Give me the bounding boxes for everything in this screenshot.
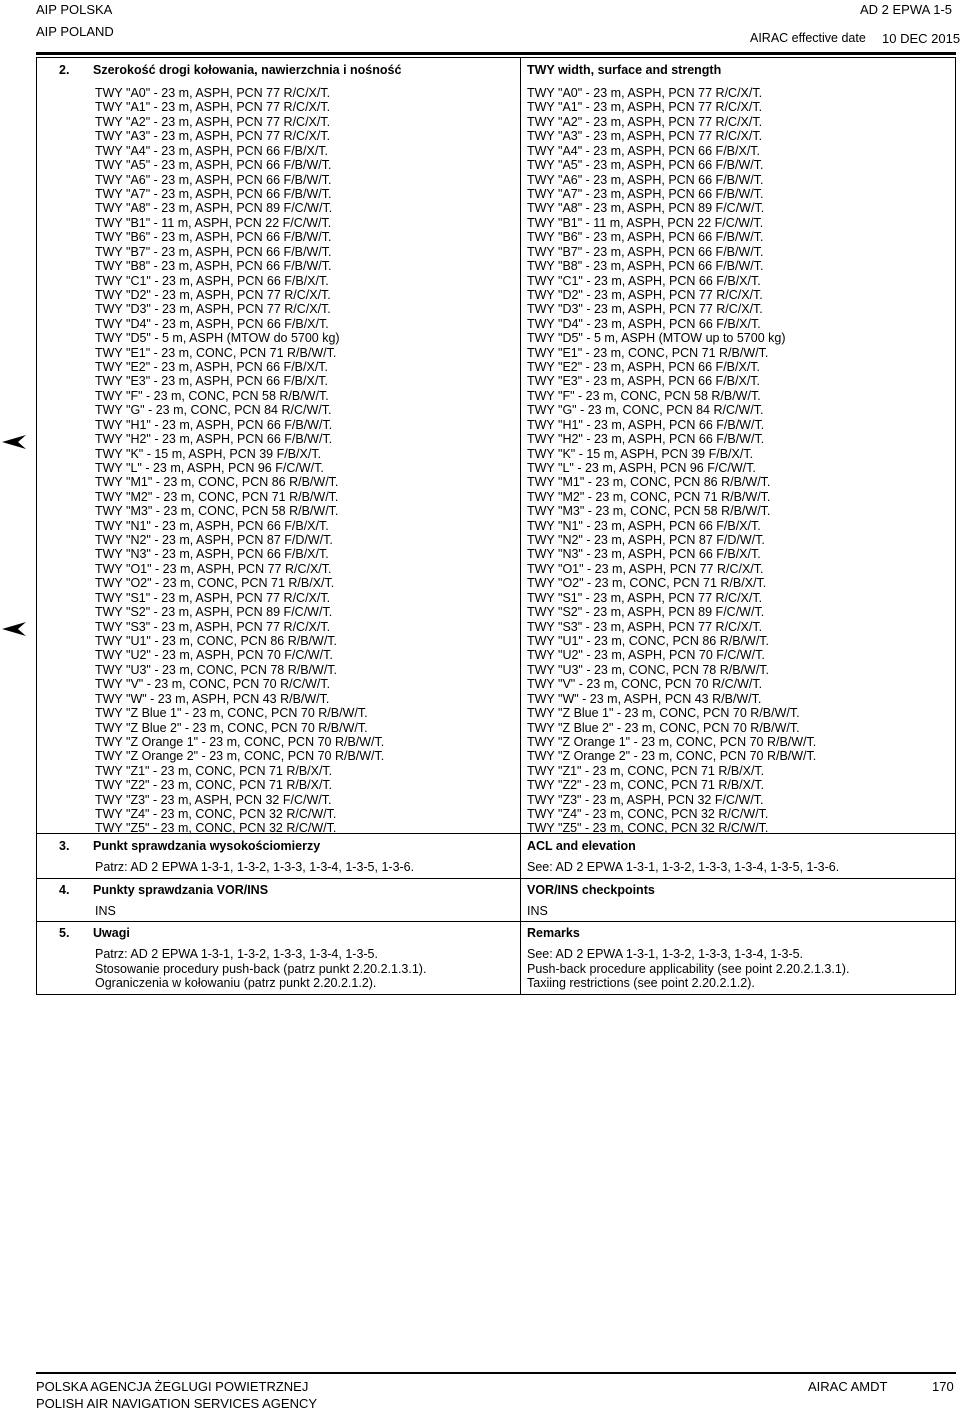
twy-entry: TWY "L" - 23 m, ASPH, PCN 96 F/C/W/T. [527, 460, 756, 475]
twy-entry: TWY "S3" - 23 m, ASPH, PCN 77 R/C/X/T. [527, 619, 763, 634]
twy-entry: TWY "S3" - 23 m, ASPH, PCN 77 R/C/X/T. [95, 619, 331, 634]
twy-entry: TWY "A1" - 23 m, ASPH, PCN 77 R/C/X/T. [527, 100, 763, 115]
twy-entry: TWY "H2" - 23 m, ASPH, PCN 66 F/B/W/T. [95, 432, 333, 447]
twy-entry: TWY "A7" - 23 m, ASPH, PCN 66 F/B/W/T. [527, 186, 764, 201]
change-arrow-icon [2, 622, 26, 636]
agency-name-pl: POLSKA AGENCJA ŻEGLUGI POWIETRZNEJ [36, 1379, 309, 1394]
twy-entry: TWY "B8" - 23 m, ASPH, PCN 66 F/B/W/T. [527, 259, 764, 273]
twy-entry: TWY "B8" - 23 m, ASPH, PCN 66 F/B/W/T. [95, 259, 332, 273]
twy-entry: TWY "A5" - 23 m, ASPH, PCN 66 F/B/W/T. [95, 158, 332, 173]
amdt-number: 170 [932, 1379, 954, 1394]
header-rule [36, 52, 956, 55]
twy-entry: TWY "A4" - 23 m, ASPH, PCN 66 F/B/X/T. [95, 143, 329, 158]
twy-entry: TWY "A2" - 23 m, ASPH, PCN 77 R/C/X/T. [527, 114, 763, 129]
twy-entry: TWY "A7" - 23 m, ASPH, PCN 66 F/B/W/T. [95, 186, 332, 201]
twy-entry: TWY "D2" - 23 m, ASPH, PCN 77 R/C/X/T. [527, 287, 763, 302]
agency-name-en: POLISH AIR NAVIGATION SERVICES AGENCY [36, 1396, 318, 1411]
section-3-title-pl: Punkt sprawdzania wysokościomierzy [93, 839, 321, 853]
aerodrome-data-table [36, 57, 956, 995]
section-5-text-pl: Patrz: AD 2 EPWA 1-3-1, 1-3-2, 1-3-3, 1-3-4, 1-3-5. [95, 947, 378, 961]
twy-entry: TWY "N2" - 23 m, ASPH, PCN 87 F/D/W/T. [527, 533, 765, 547]
row-divider [37, 921, 955, 922]
twy-entry: TWY "B1" - 11 m, ASPH, PCN 22 F/C/W/T. [527, 215, 764, 230]
twy-entry: TWY "Z3" - 23 m, ASPH, PCN 32 F/C/W/T. [95, 792, 332, 807]
twy-entry: TWY "W" - 23 m, ASPH, PCN 43 R/B/W/T. [527, 691, 762, 706]
twy-entry: TWY "Z1" - 23 m, CONC, PCN 71 R/B/X/T. [95, 763, 333, 778]
twy-entry: TWY "F" - 23 m, CONC, PCN 58 R/B/W/T. [95, 388, 329, 403]
twy-entry: TWY "Z Blue 1" - 23 m, CONC, PCN 70 R/B/W/T. [95, 706, 368, 721]
twy-entry: TWY "A0" - 23 m, ASPH, PCN 77 R/C/X/T. [95, 86, 331, 100]
twy-entry: TWY "S2" - 23 m, ASPH, PCN 89 F/C/W/T. [95, 605, 333, 620]
section-5-number: 5. [59, 926, 70, 940]
twy-entry: TWY "B7" - 23 m, ASPH, PCN 66 F/B/W/T. [527, 244, 764, 259]
twy-entry: TWY "Z5" - 23 m, CONC, PCN 32 R/C/W/T. [95, 821, 337, 836]
twy-entry: TWY "G" - 23 m, CONC, PCN 84 R/C/W/T. [527, 403, 764, 418]
twy-entry: TWY "O2" - 23 m, CONC, PCN 71 R/B/X/T. [527, 576, 767, 591]
section-2-title-pl: Szerokość drogi kołowania, nawierzchnia i nośność [93, 63, 402, 77]
twy-entry: TWY "Z4" - 23 m, CONC, PCN 32 R/C/W/T. [527, 807, 769, 821]
section-5-text-en: See: AD 2 EPWA 1-3-1, 1-3-2, 1-3-3, 1-3-4, 1-3-5. [527, 947, 804, 961]
twy-entry: TWY "V" - 23 m, CONC, PCN 70 R/C/W/T. [527, 677, 763, 692]
twy-entry: TWY "Z Orange 1" - 23 m, CONC, PCN 70 R/B/W/T. [527, 734, 817, 749]
section-4-text-pl: INS [95, 904, 116, 918]
change-arrow-icon [2, 435, 26, 449]
section-5-text-en: Push-back procedure applicability (see point 2.20.2.1.3.1). [527, 962, 850, 976]
twy-entry: TWY "M1" - 23 m, CONC, PCN 86 R/B/W/T. [527, 475, 771, 490]
twy-entry: TWY "A8" - 23 m, ASPH, PCN 89 F/C/W/T. [95, 201, 333, 216]
section-3-text-en: See: AD 2 EPWA 1-3-1, 1-3-2, 1-3-3, 1-3-4, 1-3-5, 1-3-6. [527, 860, 840, 874]
section-2-number: 2. [59, 63, 70, 77]
twy-entry: TWY "B1" - 11 m, ASPH, PCN 22 F/C/W/T. [95, 215, 332, 230]
twy-entry: TWY "A4" - 23 m, ASPH, PCN 66 F/B/X/T. [527, 143, 761, 158]
twy-entry: TWY "A3" - 23 m, ASPH, PCN 77 R/C/X/T. [527, 129, 763, 144]
twy-entry: TWY "M3" - 23 m, CONC, PCN 58 R/B/W/T. [527, 504, 771, 519]
twy-entry: TWY "D5" - 5 m, ASPH (MTOW up to 5700 kg) [527, 331, 786, 346]
twy-entry: TWY "U2" - 23 m, ASPH, PCN 70 F/C/W/T. [95, 648, 333, 663]
twy-entry: TWY "Z Blue 2" - 23 m, CONC, PCN 70 R/B/W/T. [95, 720, 368, 735]
twy-entry: TWY "A2" - 23 m, ASPH, PCN 77 R/C/X/T. [95, 114, 331, 129]
twy-entry: TWY "O1" - 23 m, ASPH, PCN 77 R/C/X/T. [95, 561, 332, 576]
twy-entry: TWY "M3" - 23 m, CONC, PCN 58 R/B/W/T. [95, 504, 339, 519]
twy-entry: TWY "A3" - 23 m, ASPH, PCN 77 R/C/X/T. [95, 129, 331, 144]
twy-entry: TWY "E2" - 23 m, ASPH, PCN 66 F/B/X/T. [527, 360, 761, 374]
twy-entry: TWY "D4" - 23 m, ASPH, PCN 66 F/B/X/T. [527, 316, 761, 331]
section-3-text-pl: Patrz: AD 2 EPWA 1-3-1, 1-3-2, 1-3-3, 1-3-4, 1-3-5, 1-3-6. [95, 860, 415, 874]
twy-entry: TWY "U2" - 23 m, ASPH, PCN 70 F/C/W/T. [527, 648, 765, 663]
section-4-number: 4. [59, 883, 70, 897]
twy-entry: TWY "N2" - 23 m, ASPH, PCN 87 F/D/W/T. [95, 533, 333, 547]
twy-entry: TWY "M2" - 23 m, CONC, PCN 71 R/B/W/T. [527, 489, 771, 504]
twy-entry: TWY "A8" - 23 m, ASPH, PCN 89 F/C/W/T. [527, 201, 765, 216]
twy-entry: TWY "U3" - 23 m, CONC, PCN 78 R/B/W/T. [95, 662, 338, 677]
twy-entry: TWY "C1" - 23 m, ASPH, PCN 66 F/B/X/T. [95, 273, 329, 288]
twy-entry: TWY "S1" - 23 m, ASPH, PCN 77 R/C/X/T. [95, 590, 331, 605]
twy-entry: TWY "Z Blue 2" - 23 m, CONC, PCN 70 R/B/W/T. [527, 720, 800, 735]
section-5-text-pl: Ograniczenia w kołowaniu (patrz punkt 2.20.2.1.2). [95, 976, 377, 990]
twy-entry: TWY "Z5" - 23 m, CONC, PCN 32 R/C/W/T. [527, 821, 769, 836]
twy-entry: TWY "D3" - 23 m, ASPH, PCN 77 R/C/X/T. [95, 302, 331, 317]
aip-polska-label: AIP POLSKA [36, 2, 113, 17]
twy-entry: TWY "A6" - 23 m, ASPH, PCN 66 F/B/W/T. [95, 172, 332, 187]
twy-entry: TWY "A6" - 23 m, ASPH, PCN 66 F/B/W/T. [527, 172, 764, 187]
section-5-title-en: Remarks [527, 926, 580, 940]
airac-effective-label: AIRAC effective date [750, 31, 866, 45]
section-3-number: 3. [59, 839, 70, 853]
twy-entry: TWY "Z3" - 23 m, ASPH, PCN 32 F/C/W/T. [527, 792, 764, 807]
twy-entry: TWY "S1" - 23 m, ASPH, PCN 77 R/C/X/T. [527, 590, 763, 605]
twy-entry: TWY "M2" - 23 m, CONC, PCN 71 R/B/W/T. [95, 489, 339, 504]
twy-entry: TWY "K" - 15 m, ASPH, PCN 39 F/B/X/T. [527, 446, 754, 461]
twy-entry: TWY "H1" - 23 m, ASPH, PCN 66 F/B/W/T. [95, 417, 333, 432]
twy-entry: TWY "O1" - 23 m, ASPH, PCN 77 R/C/X/T. [527, 561, 764, 576]
section-5-text-pl: Stosowanie procedury push-back (patrz punkt 2.20.2.1.3.1). [95, 962, 427, 976]
twy-entry: TWY "Z2" - 23 m, CONC, PCN 71 R/B/X/T. [527, 778, 765, 793]
section-3-title-en: ACL and elevation [527, 839, 636, 853]
twy-entry: TWY "G" - 23 m, CONC, PCN 84 R/C/W/T. [95, 403, 332, 418]
twy-entry: TWY "Z Orange 2" - 23 m, CONC, PCN 70 R/B/W/T. [95, 749, 385, 764]
page-reference: AD 2 EPWA 1-5 [860, 2, 952, 17]
twy-entry: TWY "S2" - 23 m, ASPH, PCN 89 F/C/W/T. [527, 605, 765, 620]
twy-entry: TWY "U1" - 23 m, CONC, PCN 86 R/B/W/T. [527, 634, 770, 648]
twy-entry: TWY "A0" - 23 m, ASPH, PCN 77 R/C/X/T. [527, 86, 763, 100]
column-divider [520, 58, 521, 994]
twy-entry: TWY "L" - 23 m, ASPH, PCN 96 F/C/W/T. [95, 460, 324, 475]
aip-poland-label: AIP POLAND [36, 24, 114, 39]
twy-entry: TWY "B6" - 23 m, ASPH, PCN 66 F/B/W/T. [95, 230, 332, 245]
twy-entry: TWY "Z4" - 23 m, CONC, PCN 32 R/C/W/T. [95, 807, 337, 821]
twy-entry: TWY "U3" - 23 m, CONC, PCN 78 R/B/W/T. [527, 662, 770, 677]
twy-entry: TWY "E3" - 23 m, ASPH, PCN 66 F/B/X/T. [95, 374, 329, 389]
section-4-title-pl: Punkty sprawdzania VOR/INS [93, 883, 269, 897]
twy-entry: TWY "A1" - 23 m, ASPH, PCN 77 R/C/X/T. [95, 100, 331, 115]
twy-entry: TWY "F" - 23 m, CONC, PCN 58 R/B/W/T. [527, 388, 761, 403]
section-5-title-pl: Uwagi [93, 926, 130, 940]
twy-entry: TWY "M1" - 23 m, CONC, PCN 86 R/B/W/T. [95, 475, 339, 490]
section-4-text-en: INS [527, 904, 548, 918]
twy-entry: TWY "D4" - 23 m, ASPH, PCN 66 F/B/X/T. [95, 316, 329, 331]
twy-entry: TWY "E1" - 23 m, CONC, PCN 71 R/B/W/T. [95, 345, 337, 360]
section-5-text-en: Taxiing restrictions (see point 2.20.2.1.2). [527, 976, 755, 990]
twy-entry: TWY "Z2" - 23 m, CONC, PCN 71 R/B/X/T. [95, 778, 333, 793]
twy-entry: TWY "D5" - 5 m, ASPH (MTOW do 5700 kg) [95, 331, 340, 346]
twy-entry: TWY "C1" - 23 m, ASPH, PCN 66 F/B/X/T. [527, 273, 761, 288]
twy-entry: TWY "W" - 23 m, ASPH, PCN 43 R/B/W/T. [95, 691, 330, 706]
twy-entry: TWY "H1" - 23 m, ASPH, PCN 66 F/B/W/T. [527, 417, 765, 432]
airac-effective-date: 10 DEC 2015 [882, 31, 960, 46]
twy-entry: TWY "V" - 23 m, CONC, PCN 70 R/C/W/T. [95, 677, 331, 692]
twy-entry: TWY "E2" - 23 m, ASPH, PCN 66 F/B/X/T. [95, 360, 329, 374]
twy-entry: TWY "K" - 15 m, ASPH, PCN 39 F/B/X/T. [95, 446, 322, 461]
twy-entry: TWY "Z Orange 2" - 23 m, CONC, PCN 70 R/B/W/T. [527, 749, 817, 764]
amdt-label: AIRAC AMDT [808, 1379, 888, 1394]
twy-entry: TWY "Z1" - 23 m, CONC, PCN 71 R/B/X/T. [527, 763, 765, 778]
section-4-title-en: VOR/INS checkpoints [527, 883, 655, 897]
twy-entry: TWY "D2" - 23 m, ASPH, PCN 77 R/C/X/T. [95, 287, 331, 302]
twy-entry: TWY "Z Orange 1" - 23 m, CONC, PCN 70 R/B/W/T. [95, 734, 385, 749]
twy-entry: TWY "Z Blue 1" - 23 m, CONC, PCN 70 R/B/W/T. [527, 706, 800, 721]
twy-entry: TWY "B7" - 23 m, ASPH, PCN 66 F/B/W/T. [95, 244, 332, 259]
twy-entry: TWY "N3" - 23 m, ASPH, PCN 66 F/B/X/T. [95, 547, 329, 562]
twy-entry: TWY "E3" - 23 m, ASPH, PCN 66 F/B/X/T. [527, 374, 761, 389]
twy-entry: TWY "D3" - 23 m, ASPH, PCN 77 R/C/X/T. [527, 302, 763, 317]
footer-rule [36, 1372, 956, 1374]
twy-entry: TWY "H2" - 23 m, ASPH, PCN 66 F/B/W/T. [527, 432, 765, 447]
twy-entry: TWY "B6" - 23 m, ASPH, PCN 66 F/B/W/T. [527, 230, 764, 245]
twy-entry: TWY "N3" - 23 m, ASPH, PCN 66 F/B/X/T. [527, 547, 761, 562]
section-2-title-en: TWY width, surface and strength [527, 63, 722, 77]
twy-entry: TWY "N1" - 23 m, ASPH, PCN 66 F/B/X/T. [527, 518, 761, 533]
twy-entry: TWY "E1" - 23 m, CONC, PCN 71 R/B/W/T. [527, 345, 769, 360]
twy-entry: TWY "U1" - 23 m, CONC, PCN 86 R/B/W/T. [95, 634, 338, 648]
row-divider [37, 878, 955, 879]
twy-entry: TWY "O2" - 23 m, CONC, PCN 71 R/B/X/T. [95, 576, 335, 591]
twy-entry: TWY "A5" - 23 m, ASPH, PCN 66 F/B/W/T. [527, 158, 764, 173]
twy-entry: TWY "N1" - 23 m, ASPH, PCN 66 F/B/X/T. [95, 518, 329, 533]
